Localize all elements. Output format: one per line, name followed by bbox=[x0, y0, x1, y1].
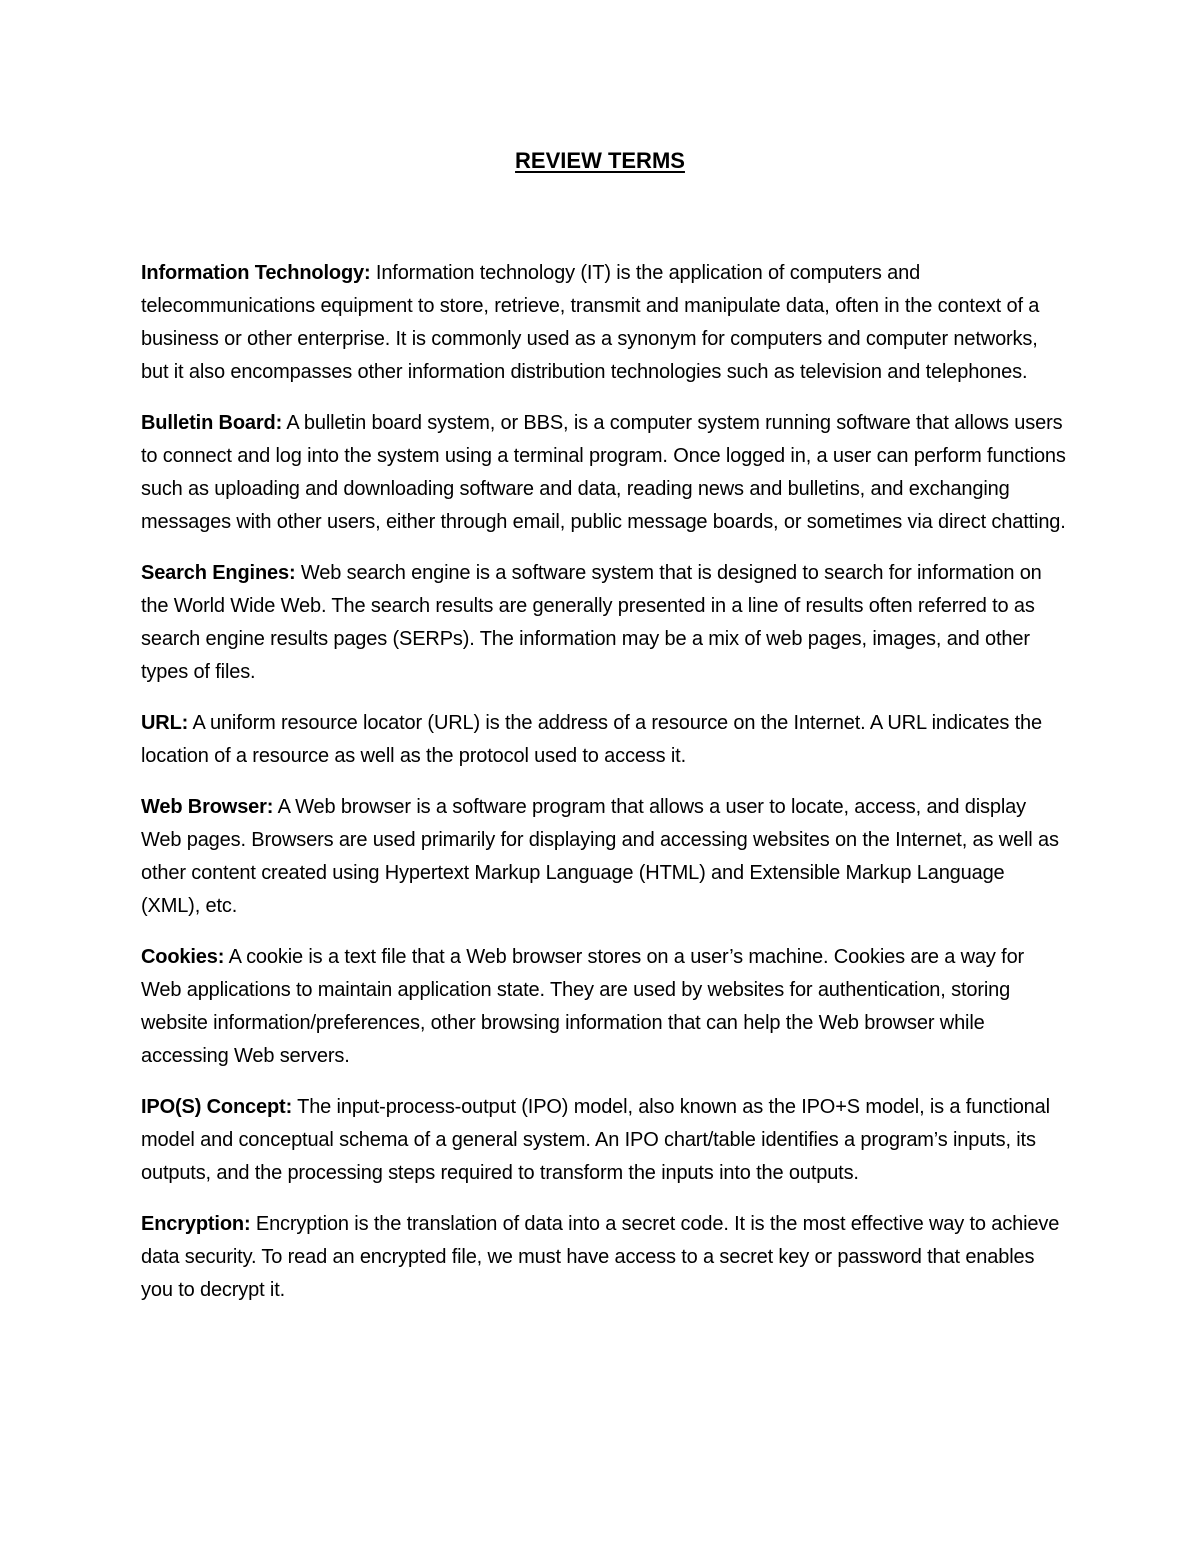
term-search-engines bbox=[141, 557, 1066, 689]
term-name: IPO(S) Concept: bbox=[141, 1096, 293, 1118]
term-name: Information Technology: bbox=[141, 262, 371, 284]
term-encryption bbox=[141, 1208, 1066, 1307]
term-web-browser bbox=[141, 791, 1066, 923]
term-cookies bbox=[141, 941, 1066, 1073]
term-information-technology bbox=[141, 257, 1066, 389]
term-definition: Web search engine is a software system that is designed to search for information on the World Wide Web. The search results are generally presented in a line of results often referred to as search engine results pages (SERPs). The information may be a mix of web pages, images, and other types of files. bbox=[141, 562, 1042, 683]
term-name: Web Browser: bbox=[141, 796, 274, 818]
term-definition: A bulletin board system, or BBS, is a computer system running software that allows users to connect and log into the system using a terminal program. Once logged in, a user can perform functions such as uploading and downloading software and data, reading news and bulletins, and exchanging messages with other users, either through email, public message boards, or sometimes via direct chatting. bbox=[141, 412, 1066, 533]
term-definition: A uniform resource locator (URL) is the address of a resource on the Internet. A URL indicates the location of a resource as well as the protocol used to access it. bbox=[141, 712, 1042, 767]
term-bulletin-board bbox=[141, 407, 1066, 539]
term-definition: The input-process-output (IPO) model, also known as the IPO+S model, is a functional model and conceptual schema of a general system. An IPO chart/table identifies a program’s inputs, its outputs, and the processing steps required to transform the inputs into the outputs. bbox=[141, 1096, 1050, 1184]
term-name: Cookies: bbox=[141, 946, 225, 968]
term-definition: Encryption is the translation of data into a secret code. It is the most effective way to achieve data security. To read an encrypted file, we must have access to a secret key or password that enables you to decrypt it. bbox=[141, 1213, 1060, 1301]
term-name: Encryption: bbox=[141, 1213, 251, 1235]
term-url bbox=[141, 707, 1066, 773]
terms-list bbox=[141, 257, 1066, 1325]
term-definition: Information technology (IT) is the application of computers and telecommunications equipment to store, retrieve, transmit and manipulate data, often in the context of a business or other enterprise. It is commonly used as a synonym for computers and computer networks, but it also encompasses other information distribution technologies such as television and telephones. bbox=[141, 262, 1040, 383]
term-name: Bulletin Board: bbox=[141, 412, 283, 434]
term-definition: A cookie is a text file that a Web browser stores on a user’s machine. Cookies are a way for Web applications to maintain application state. They are used by websites for authentication, storing website information/preferences, other browsing information that can help the Web browser while accessing Web servers. bbox=[141, 946, 1025, 1067]
term-name: URL: bbox=[141, 712, 189, 734]
term-ipo-concept bbox=[141, 1091, 1066, 1190]
term-definition: A Web browser is a software program that allows a user to locate, access, and display Web pages. Browsers are used primarily for displaying and accessing websites on the Internet, as well as other content created using Hypertext Markup Language (HTML) and Extensible Markup Language (XML), etc. bbox=[141, 796, 1059, 917]
page-title: REVIEW TERMS bbox=[515, 148, 685, 173]
term-name: Search Engines: bbox=[141, 562, 296, 584]
